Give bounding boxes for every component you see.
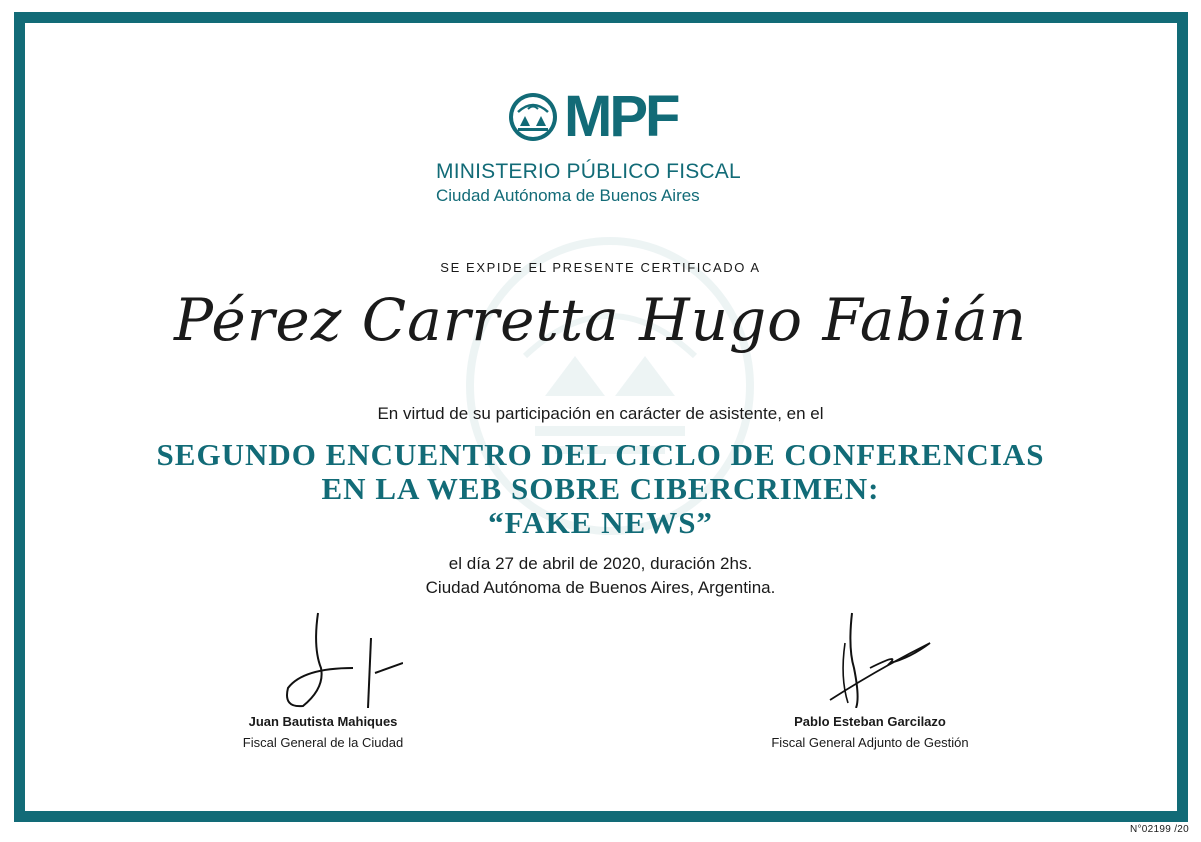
signatory-role: Fiscal General de la Ciudad [242,735,404,750]
signatory-role: Fiscal General Adjunto de Gestión [771,735,969,750]
signature-block-left [208,608,438,750]
participation-text: En virtud de su participación en carácter de asistente, en el [377,404,824,423]
signatory-name: Pablo Esteban Garcilazo [794,714,946,729]
event-place: Ciudad Autónoma de Buenos Aires, Argentina. [425,578,776,597]
certificate-serial-number: N°02199 /20 [1129,824,1189,835]
recipient-name: Pérez Carretta Hugo Fabián [173,286,1028,354]
event-details [0,552,1201,600]
signature-block-right [735,608,1005,750]
logo-text: MPF [564,84,678,149]
signature-image [243,608,403,708]
signature-image [790,608,950,708]
org-subtitle: Ciudad Autónoma de Buenos Aires [436,186,700,205]
mpf-emblem-icon [508,92,558,142]
event-date: el día 27 de abril de 2020, duración 2hs. [448,554,753,573]
mpf-logo [508,84,678,149]
event-title-line: SEGUNDO ENCUENTRO DEL CICLO DE CONFERENCIAS [156,437,1045,472]
signatory-name: Juan Bautista Mahiques [248,714,398,729]
event-title [0,438,1201,540]
org-title: MINISTERIO PÚBLICO FISCAL [436,160,741,183]
event-title-line: “FAKE NEWS” [488,505,713,540]
event-title-line: EN LA WEB SOBRE CIBERCRIMEN: [321,471,880,506]
certificate-intro: SE EXPIDE EL PRESENTE CERTIFICADO A [440,260,761,275]
